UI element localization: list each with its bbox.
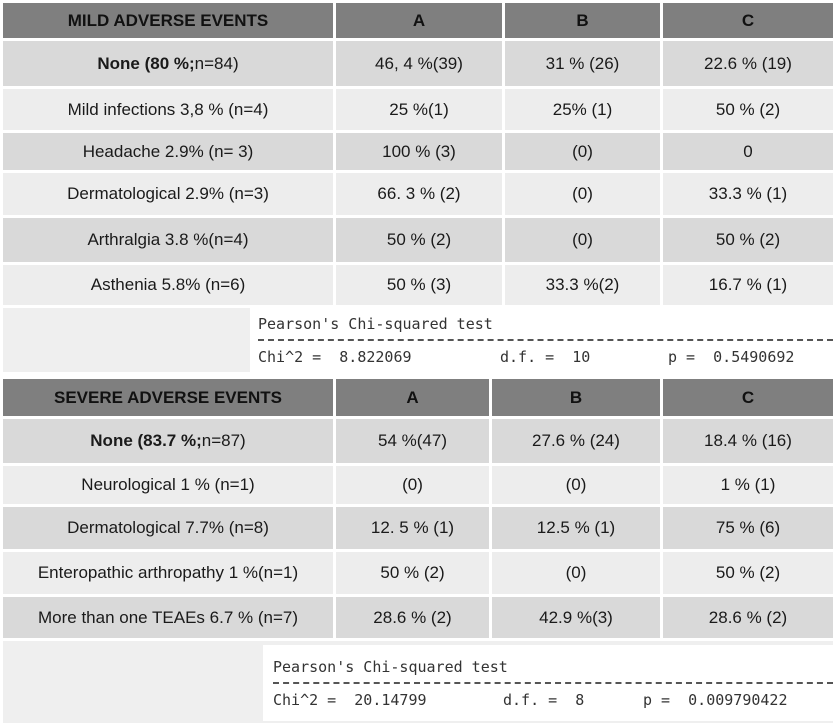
- table-row: [0, 419, 836, 463]
- row-label-rest: n=84): [194, 53, 239, 73]
- cell-c: 22.6 % (19): [663, 41, 833, 86]
- cell-a: 28.6 % (2): [336, 597, 489, 638]
- mild-header-b: B: [505, 3, 660, 38]
- row-label: Neurological 1 % (n=1): [3, 466, 333, 504]
- cell-b: (0): [492, 552, 660, 594]
- cell-b: 25% (1): [505, 89, 660, 130]
- table-row: [0, 89, 836, 130]
- cell-c: 50 % (2): [663, 89, 833, 130]
- row-label: Dermatological 2.9% (n=3): [3, 173, 333, 215]
- cell-c: 16.7 % (1): [663, 265, 833, 305]
- cell-a: 100 % (3): [336, 133, 502, 170]
- severe-header-c: C: [663, 379, 833, 416]
- cell-a: 50 % (2): [336, 218, 502, 262]
- cell-c: 50 % (2): [663, 552, 833, 594]
- table-row: [0, 218, 836, 262]
- cell-c: 0: [663, 133, 833, 170]
- row-label-rest: n=87): [201, 431, 246, 450]
- cell-a: 66. 3 % (2): [336, 173, 502, 215]
- cell-c: 18.4 % (16): [663, 419, 833, 463]
- severe-header-row: [0, 379, 836, 416]
- cell-a: (0): [336, 466, 489, 504]
- cell-c: 50 % (2): [663, 218, 833, 262]
- cell-a: 50 % (2): [336, 552, 489, 594]
- cell-b: 33.3 %(2): [505, 265, 660, 305]
- table-row: [0, 41, 836, 86]
- mild-test-title: Pearson's Chi-squared test: [258, 315, 493, 333]
- cell-c: 28.6 % (2): [663, 597, 833, 638]
- mild-header-c: C: [663, 3, 833, 38]
- severe-test-chi: Chi^2 = 20.14799: [273, 691, 427, 709]
- row-label: Dermatological 7.7% (n=8): [3, 507, 333, 549]
- cell-a: 54 %(47): [336, 419, 489, 463]
- row-label: Headache 2.9% (n= 3): [3, 133, 333, 170]
- severe-test-divider: [273, 682, 833, 684]
- cell-a: 25 %(1): [336, 89, 502, 130]
- cell-a: 50 % (3): [336, 265, 502, 305]
- cell-b: (0): [505, 218, 660, 262]
- mild-test-divider: [258, 339, 833, 341]
- severe-test-title: Pearson's Chi-squared test: [273, 658, 508, 676]
- row-label: [3, 41, 333, 86]
- table-row: [0, 507, 836, 549]
- cell-b: 12.5 % (1): [492, 507, 660, 549]
- cell-b: 27.6 % (24): [492, 419, 660, 463]
- mild-test-output-box: [250, 308, 833, 372]
- cell-b: (0): [505, 173, 660, 215]
- row-label-bold: None (80 %;: [97, 53, 195, 73]
- table-row: [0, 133, 836, 170]
- cell-c: 1 % (1): [663, 466, 833, 504]
- mild-header-label: MILD ADVERSE EVENTS: [3, 3, 333, 38]
- cell-a: 12. 5 % (1): [336, 507, 489, 549]
- cell-b: (0): [505, 133, 660, 170]
- severe-header-label: SEVERE ADVERSE EVENTS: [3, 379, 333, 416]
- cell-b: 42.9 %(3): [492, 597, 660, 638]
- severe-header-a: A: [336, 379, 489, 416]
- cell-c: 75 % (6): [663, 507, 833, 549]
- table-row: [0, 552, 836, 594]
- severe-test-df: d.f. = 8: [503, 691, 585, 709]
- severe-chi-squared-panel: [3, 641, 833, 723]
- row-label: Enteropathic arthropathy 1 %(n=1): [3, 552, 333, 594]
- mild-chi-squared-panel: [3, 308, 833, 372]
- cell-b: 31 % (26): [505, 41, 660, 86]
- table-row: [0, 173, 836, 215]
- cell-c: 33.3 % (1): [663, 173, 833, 215]
- row-label: Arthralgia 3.8 %(n=4): [3, 218, 333, 262]
- row-label-bold: None (83.7 %;: [90, 431, 202, 450]
- table-row: [0, 265, 836, 305]
- cell-a: 46, 4 %(39): [336, 41, 502, 86]
- row-label: Asthenia 5.8% (n=6): [3, 265, 333, 305]
- mild-test-p: p = 0.5490692: [668, 348, 795, 366]
- mild-test-df: d.f. = 10: [500, 348, 591, 366]
- row-label: [3, 419, 333, 463]
- cell-b: (0): [492, 466, 660, 504]
- row-label: More than one TEAEs 6.7 % (n=7): [3, 597, 333, 638]
- table-row: [0, 597, 836, 638]
- table-row: [0, 466, 836, 504]
- severe-test-p: p = 0.009790422: [643, 691, 788, 709]
- severe-test-output-box: [263, 645, 833, 721]
- mild-header-row: [0, 3, 836, 38]
- mild-test-chi: Chi^2 = 8.822069: [258, 348, 412, 366]
- row-label: Mild infections 3,8 % (n=4): [3, 89, 333, 130]
- mild-header-a: A: [336, 3, 502, 38]
- severe-header-b: B: [492, 379, 660, 416]
